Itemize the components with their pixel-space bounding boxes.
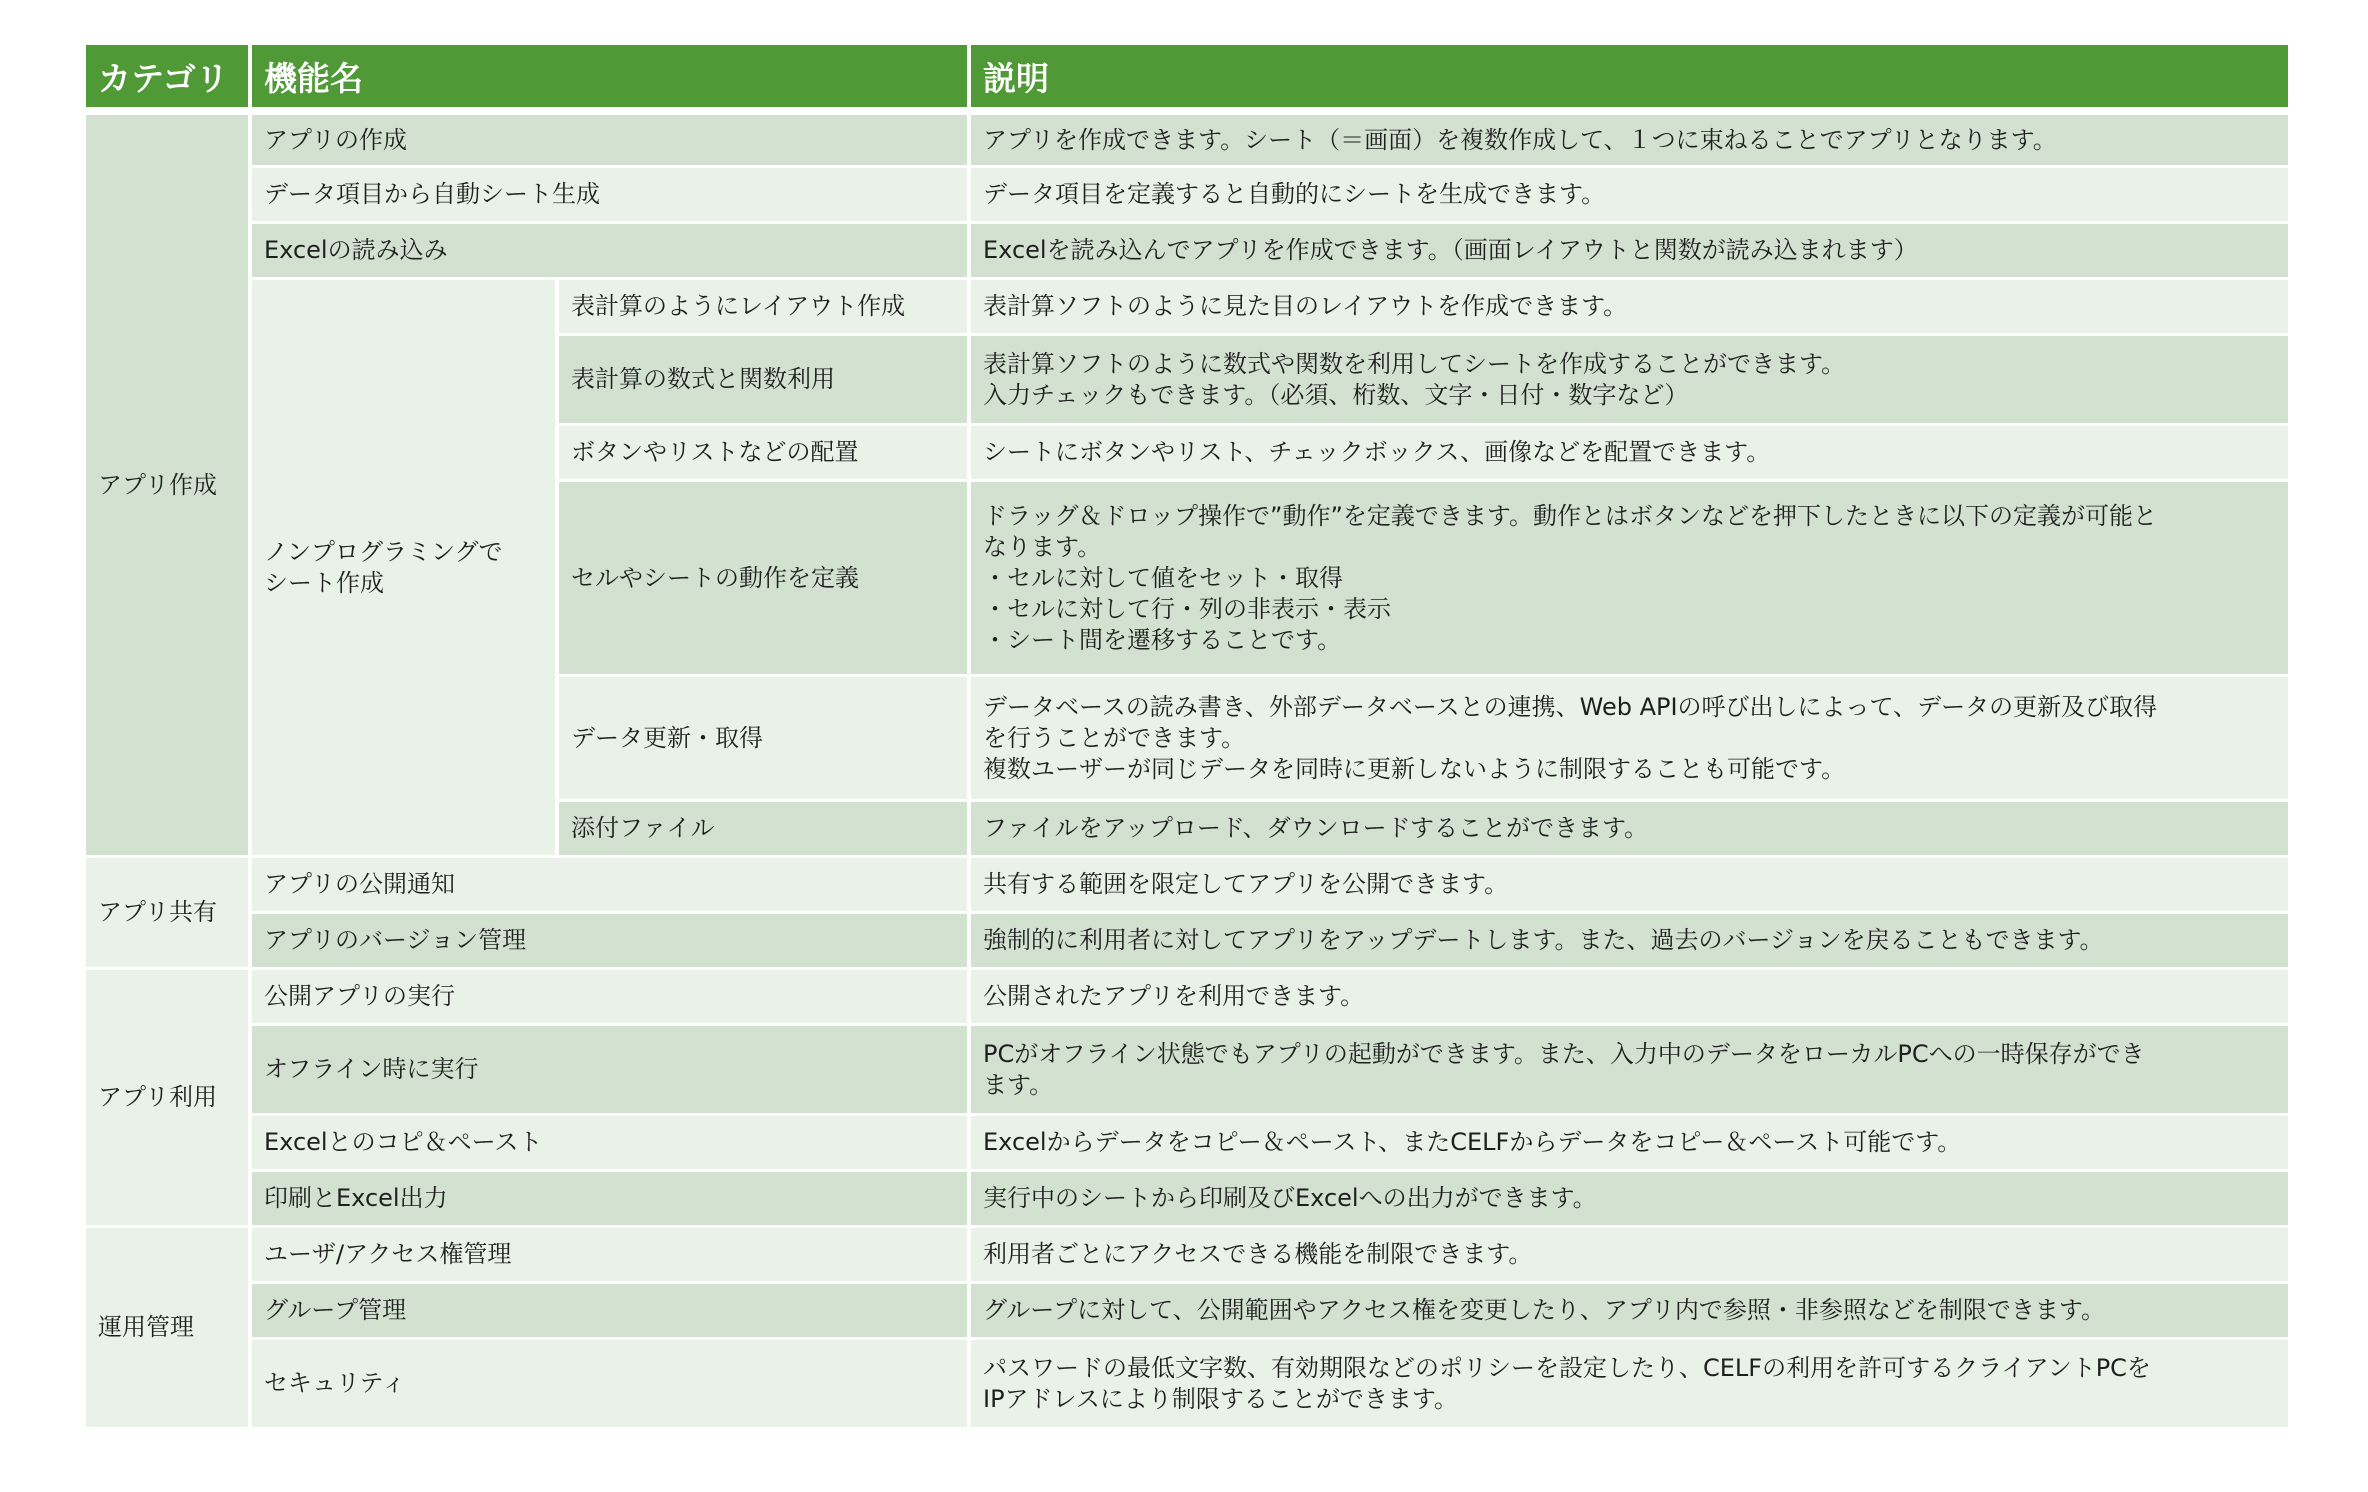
description-line: ます。 xyxy=(983,1070,1054,1099)
description-cell xyxy=(969,278,2288,334)
feature-cell: 印刷とExcel出力 xyxy=(250,1170,969,1226)
description-line: Excelを読み込んでアプリを作成できます。（画面レイアウトと関数が読み込まれます） xyxy=(983,236,1918,264)
description-line: データ項目を定義すると自動的にシートを生成できます。 xyxy=(983,180,1606,208)
table-row xyxy=(86,856,2288,912)
table-row xyxy=(86,1024,2288,1114)
feature-cell: グループ管理 xyxy=(250,1282,969,1338)
table-row xyxy=(86,222,2288,278)
feature-cell: データ項目から自動シート生成 xyxy=(250,166,969,222)
feature-cell: Excelとのコピ＆ペースト xyxy=(250,1114,969,1170)
description-line: 表計算ソフトのように見た目のレイアウトを作成できます。 xyxy=(983,292,1628,320)
header-row xyxy=(86,45,2288,111)
description-cell xyxy=(969,166,2288,222)
description-cell xyxy=(969,1338,2288,1428)
feature-cell: アプリのバージョン管理 xyxy=(250,912,969,968)
description-line: なります。 xyxy=(983,532,1102,561)
description-cell xyxy=(969,1024,2288,1114)
table-row xyxy=(86,278,2288,334)
feature-cell: データ更新・取得 xyxy=(557,675,969,800)
feature-cell: 公開アプリの実行 xyxy=(250,968,969,1024)
description-cell xyxy=(969,1226,2288,1282)
category-cell: アプリ共有 xyxy=(86,856,250,968)
description-cell xyxy=(969,800,2288,856)
description-line: Excelからデータをコピー＆ペースト、またCELFからデータをコピー＆ペースト可能です。 xyxy=(983,1128,1962,1156)
description-cell xyxy=(969,334,2288,424)
description-line: PCがオフライン状態でもアプリの起動ができます。また、入力中のデータをローカルPCへの一時保存ができ xyxy=(983,1039,2145,1068)
feature-cell: オフライン時に実行 xyxy=(250,1024,969,1114)
feature-cell: ボタンやリストなどの配置 xyxy=(557,424,969,480)
description-line: 表計算ソフトのように数式や関数を利用してシートを作成することができます。 xyxy=(983,349,1846,378)
description-line: ・セルに対して値をセット・取得 xyxy=(983,563,1343,592)
description-line: ・シート間を遷移することです。 xyxy=(983,625,1342,654)
description-line: IPアドレスにより制限することができます。 xyxy=(983,1384,1458,1413)
header-category: カテゴリ xyxy=(86,45,250,111)
description-line: 実行中のシートから印刷及びExcelへの出力ができます。 xyxy=(983,1184,1597,1212)
description-line: ・セルに対して行・列の非表示・表示 xyxy=(983,594,1391,623)
description-line: を行うことができます。 xyxy=(983,723,1246,752)
table-row xyxy=(86,1114,2288,1170)
description-cell xyxy=(969,675,2288,800)
description-cell xyxy=(969,1114,2288,1170)
feature-cell: セルやシートの動作を定義 xyxy=(557,480,969,675)
table-row xyxy=(86,166,2288,222)
description-cell xyxy=(969,1170,2288,1226)
table-row xyxy=(86,111,2288,166)
category-cell: 運用管理 xyxy=(86,1226,250,1428)
table-row xyxy=(86,968,2288,1024)
description-line: 強制的に利用者に対してアプリをアップデートします。また、過去のバージョンを戻ることもできます。 xyxy=(983,926,2104,954)
description-line: アプリを作成できます。シート（＝画面）を複数作成して、１つに束ねることでアプリとなります。 xyxy=(983,125,2057,154)
category-cell: アプリ利用 xyxy=(86,968,250,1226)
description-cell xyxy=(969,856,2288,912)
description-line: 利用者ごとにアクセスできる機能を制限できます。 xyxy=(983,1240,1533,1268)
description-cell xyxy=(969,480,2288,675)
feature-cell: アプリの公開通知 xyxy=(250,856,969,912)
description-line: グループに対して、公開範囲やアクセス権を変更したり、アプリ内で参照・非参照などを制限できます。 xyxy=(983,1296,2105,1324)
header-feature: 機能名 xyxy=(250,45,969,111)
table-row xyxy=(86,1170,2288,1226)
description-line: シートにボタンやリスト、チェックボックス、画像などを配置できます。 xyxy=(983,438,1771,466)
description-cell xyxy=(969,111,2288,166)
group-cell: ノンプログラミングで シート作成 xyxy=(250,278,557,856)
table-row xyxy=(86,1338,2288,1428)
table-row xyxy=(86,1226,2288,1282)
description-line: ドラッグ＆ドロップ操作で”動作”を定義できます。動作とはボタンなどを押下したときに以下の定義が可能と xyxy=(983,501,2157,530)
feature-cell: アプリの作成 xyxy=(250,111,969,166)
feature-cell: ユーザ/アクセス権管理 xyxy=(250,1226,969,1282)
description-cell xyxy=(969,1282,2288,1338)
category-cell: アプリ作成 xyxy=(86,111,250,856)
description-line: パスワードの最低文字数、有効期限などのポリシーを設定したり、CELFの利用を許可するクライアントPCを xyxy=(983,1353,2151,1382)
description-line: 共有する範囲を限定してアプリを公開できます。 xyxy=(983,870,1509,898)
table-row xyxy=(86,912,2288,968)
description-cell xyxy=(969,968,2288,1024)
description-cell xyxy=(969,222,2288,278)
table-row xyxy=(86,1282,2288,1338)
feature-cell: 添付ファイル xyxy=(557,800,969,856)
description-line: 入力チェックもできます。（必須、桁数、文字・日付・数字など） xyxy=(983,380,1689,409)
description-line: ファイルをアップロード、ダウンロードすることができます。 xyxy=(983,814,1649,842)
feature-cell: Excelの読み込み xyxy=(250,222,969,278)
feature-cell: 表計算のようにレイアウト作成 xyxy=(557,278,969,334)
header-description: 説明 xyxy=(969,45,2288,111)
description-cell xyxy=(969,424,2288,480)
description-line: 複数ユーザーが同じデータを同時に更新しないように制限することも可能です。 xyxy=(983,754,1846,783)
description-cell xyxy=(969,912,2288,968)
description-line: 公開されたアプリを利用できます。 xyxy=(983,982,1365,1010)
description-line: データベースの読み書き、外部データベースとの連携、Web APIの呼び出しによって、データの更新及び取得 xyxy=(983,692,2158,721)
feature-cell: セキュリティ xyxy=(250,1338,969,1428)
feature-table xyxy=(86,45,2288,1430)
feature-cell: 表計算の数式と関数利用 xyxy=(557,334,969,424)
